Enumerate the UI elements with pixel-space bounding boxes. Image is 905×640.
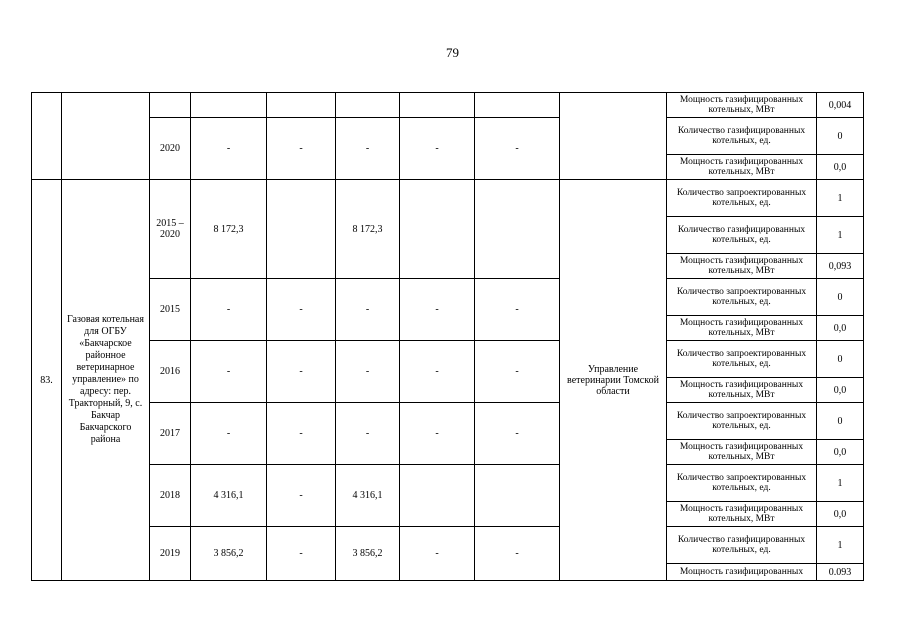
table-row: [32, 403, 864, 440]
total-cell: -: [191, 279, 267, 341]
item-name: Газовая котельная для ОГБУ «Бакчарское районное ветеринарное управление» по адресу: пер. Тракторный, 9, с. Бакчар Бакчарского района: [62, 180, 150, 581]
federal-cell: -: [267, 279, 336, 341]
indicator-value: 0,0: [817, 378, 864, 403]
indicator-value: 0,0: [817, 316, 864, 341]
indicator-value: 1: [817, 217, 864, 254]
year-cell: 2015 – 2020: [150, 180, 191, 279]
federal-cell: -: [267, 403, 336, 465]
indicator-name: Мощность газифицированных котельных, МВт: [667, 316, 817, 341]
total-cell: -: [191, 341, 267, 403]
indicator-name: Количество запроектированных котельных, ед.: [667, 403, 817, 440]
total-cell: 3 856,2: [191, 527, 267, 581]
regional-cell: -: [336, 279, 400, 341]
local-cell: [400, 180, 475, 279]
local-cell: [400, 465, 475, 527]
federal-cell: -: [267, 118, 336, 180]
indicator-value: 0: [817, 403, 864, 440]
other-cell: -: [475, 527, 560, 581]
indicator-name: Мощность газифицированных котельных, МВт: [667, 502, 817, 527]
local-cell: -: [400, 118, 475, 180]
other-cell: -: [475, 341, 560, 403]
other-cell: -: [475, 118, 560, 180]
local-cell: -: [400, 527, 475, 581]
regional-cell: 8 172,3: [336, 180, 400, 279]
indicator-value: 0,004: [817, 93, 864, 118]
year-cell: [150, 93, 191, 118]
regional-cell: 4 316,1: [336, 465, 400, 527]
other-cell: -: [475, 403, 560, 465]
total-cell: -: [191, 403, 267, 465]
page-number: 79: [446, 45, 459, 60]
other-cell: [475, 465, 560, 527]
table-row: [32, 341, 864, 378]
table-row: [32, 118, 864, 155]
federal-cell: [267, 180, 336, 279]
indicator-name: Мощность газифицированных котельных, МВт: [667, 254, 817, 279]
item-number: 83.: [32, 180, 62, 581]
total-cell: -: [191, 118, 267, 180]
indicator-name: Мощность газифицированных котельных, МВт: [667, 378, 817, 403]
federal-cell: -: [267, 341, 336, 403]
federal-cell: [267, 93, 336, 118]
indicator-value: 0,0: [817, 155, 864, 180]
indicator-value: 0.093: [817, 564, 864, 581]
indicator-name: Количество запроектированных котельных, ед.: [667, 279, 817, 316]
federal-cell: -: [267, 465, 336, 527]
item-number: [32, 93, 62, 180]
local-cell: -: [400, 403, 475, 465]
indicator-value: 0: [817, 118, 864, 155]
year-cell: 2019: [150, 527, 191, 581]
program-table: [31, 92, 864, 581]
executor-cell: [560, 93, 667, 180]
regional-cell: -: [336, 403, 400, 465]
total-cell: [191, 93, 267, 118]
year-cell: 2020: [150, 118, 191, 180]
indicator-name: Мощность газифицированных: [667, 564, 817, 581]
indicator-value: 1: [817, 180, 864, 217]
year-cell: 2016: [150, 341, 191, 403]
table-row: [32, 465, 864, 502]
federal-cell: -: [267, 527, 336, 581]
local-cell: -: [400, 279, 475, 341]
year-cell: 2018: [150, 465, 191, 527]
table-row: [32, 527, 864, 564]
indicator-value: 0,0: [817, 440, 864, 465]
indicator-value: 0,093: [817, 254, 864, 279]
indicator-value: 1: [817, 465, 864, 502]
indicator-value: 1: [817, 527, 864, 564]
regional-cell: [336, 93, 400, 118]
indicator-name: Количество запроектированных котельных, ед.: [667, 465, 817, 502]
indicator-name: Мощность газифицированных котельных, МВт: [667, 440, 817, 465]
year-cell: 2015: [150, 279, 191, 341]
regional-cell: 3 856,2: [336, 527, 400, 581]
indicator-name: Количество газифицированных котельных, ед.: [667, 118, 817, 155]
table-row: [32, 279, 864, 316]
other-cell: [475, 93, 560, 118]
indicator-name: Мощность газифицированных котельных, МВт: [667, 93, 817, 118]
local-cell: [400, 93, 475, 118]
indicator-name: Количество запроектированных котельных, ед.: [667, 341, 817, 378]
item-name: [62, 93, 150, 180]
total-cell: 8 172,3: [191, 180, 267, 279]
other-cell: [475, 180, 560, 279]
regional-cell: -: [336, 341, 400, 403]
local-cell: -: [400, 341, 475, 403]
indicator-name: Количество запроектированных котельных, ед.: [667, 180, 817, 217]
indicator-name: Количество газифицированных котельных, ед.: [667, 527, 817, 564]
regional-cell: -: [336, 118, 400, 180]
other-cell: -: [475, 279, 560, 341]
total-cell: 4 316,1: [191, 465, 267, 527]
indicator-value: 0: [817, 279, 864, 316]
indicator-name: Мощность газифицированных котельных, МВт: [667, 155, 817, 180]
indicator-value: 0: [817, 341, 864, 378]
table-row: [32, 93, 864, 118]
indicator-value: 0,0: [817, 502, 864, 527]
indicator-name: Количество газифицированных котельных, ед.: [667, 217, 817, 254]
table-row: [32, 180, 864, 217]
year-cell: 2017: [150, 403, 191, 465]
executor-cell: Управление ветеринарии Томской области: [560, 180, 667, 581]
